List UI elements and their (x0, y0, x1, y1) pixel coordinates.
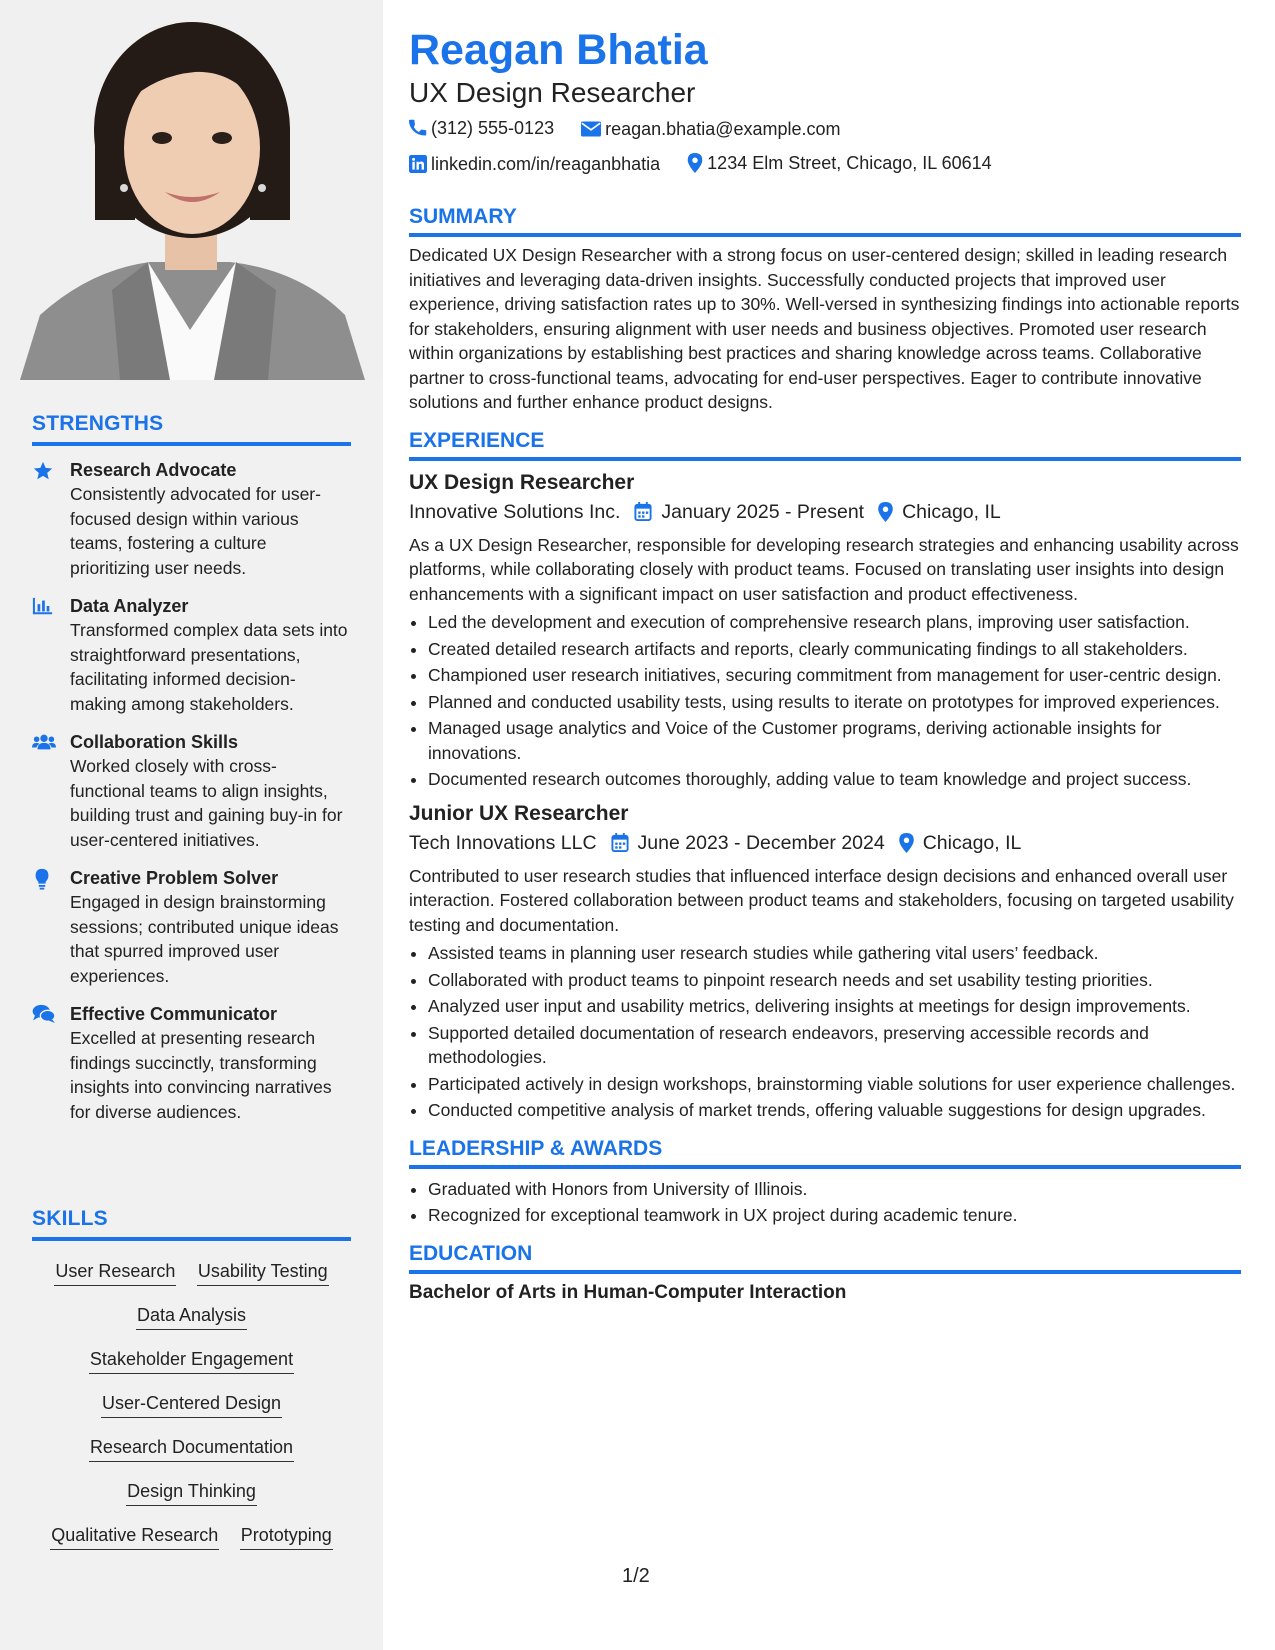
candidate-role: UX Design Researcher (409, 77, 696, 108)
skill-tag: User Research (54, 1259, 176, 1286)
sidebar (0, 0, 383, 1650)
strength-item (32, 1002, 351, 1124)
job-bullet: • Supported detailed documentation of research endeavors, preserving accessible records and methodologies. (428, 1021, 1241, 1070)
linkedin-contact[interactable] (409, 148, 660, 180)
job-description: As a UX Design Researcher, responsible for developing research strategies and enhancing usability across platforms, while collaborating closely with product teams. Focused on translating user insights into design enhancements with a significant impact on user satisfaction and product effectiveness. (409, 534, 1239, 604)
skills-list (32, 1259, 351, 1550)
job-dates (611, 828, 885, 858)
strength-text: Excelled at presenting research findings succinctly, transforming insights into convincing narratives for diverse audiences. (70, 1028, 332, 1122)
job-dates-text: January 2025 - Present (661, 500, 865, 523)
summary-text: Dedicated UX Design Researcher with a strong focus on user-centered design; skilled in leading research initiatives and leveraging data-driven insights. Successfully conducted projects that improved user experience, driving satisfaction rates up to 30%. Well-versed in synthesizing findings into actionable reports for stakeholders, ensuring alignment with user needs and business objectives. Promoted user research within organizations by establishing best practices and sharing knowledge across teams. Collaborative partner to cross-functional teams, advocating for end-user perspectives. Eager to contribute innovative solutions and further enhance product designs. (409, 245, 1240, 412)
strength-item (32, 730, 351, 852)
job-entry (409, 469, 1241, 792)
job-company: Tech Innovations LLC (409, 831, 597, 854)
email-contact[interactable] (581, 113, 840, 145)
job-bullets (409, 941, 1241, 1123)
job-dates (634, 497, 864, 527)
phone-text: (312) 555-0123 (431, 118, 555, 138)
job-location-text: Chicago, IL (922, 831, 1022, 854)
skills-section (32, 1207, 351, 1567)
skill-tag: Data Analysis (136, 1303, 247, 1330)
strength-title: Research Advocate (70, 460, 237, 480)
strength-text: Consistently advocated for user-focused design within various teams, fostering a culture prioritizing user needs. (70, 484, 321, 578)
strength-title: Collaboration Skills (70, 732, 239, 752)
experience-title: EXPERIENCE (409, 429, 1241, 461)
users-icon (32, 732, 56, 754)
education-section (409, 1242, 1241, 1304)
education-degree: Bachelor of Arts in Human-Computer Interaction (409, 1281, 847, 1303)
leadership-item: • Graduated with Honors from University of Illinois. (428, 1177, 1241, 1202)
job-bullet: • Created detailed research artifacts and reports, clearly communicating findings to all stakeholders. (428, 637, 1241, 662)
job-bullet: • Planned and conducted usability tests, using results to iterate on prototypes for improved experiences. (428, 690, 1241, 715)
strength-item (32, 594, 351, 716)
leadership-section (409, 1137, 1241, 1228)
calendar-icon (634, 502, 652, 521)
phone-icon (409, 119, 427, 137)
job-bullet: • Championed user research initiatives, securing commitment from management for user-centric design. (428, 663, 1241, 688)
summary-title: SUMMARY (409, 205, 1241, 237)
leadership-title: LEADERSHIP & AWARDS (409, 1137, 1241, 1169)
job-bullet: • Conducted competitive analysis of market trends, offering valuable suggestions for design upgrades. (428, 1098, 1241, 1123)
skills-title: SKILLS (32, 1207, 351, 1241)
strength-title: Data Analyzer (70, 596, 189, 616)
job-entry (409, 800, 1241, 1123)
main-content (409, 0, 1241, 1304)
strength-title: Effective Communicator (70, 1004, 278, 1024)
job-location (878, 497, 1001, 527)
star-icon (32, 460, 56, 482)
bar-chart-icon (32, 596, 56, 618)
contact-info (409, 112, 1241, 183)
skill-tag: Usability Testing (197, 1259, 329, 1286)
job-bullet: • Led the development and execution of comprehensive research plans, improving user satisfaction. (428, 610, 1241, 635)
comments-icon (32, 1004, 56, 1026)
skill-tag: Qualitative Research (50, 1523, 219, 1550)
experience-section (409, 429, 1241, 1123)
job-meta (409, 828, 1241, 858)
address-contact (687, 147, 992, 179)
envelope-icon (581, 121, 601, 137)
linkedin-text: linkedin.com/in/reaganbhatia (431, 154, 661, 174)
page-number: 1/2 (622, 1565, 650, 1587)
map-pin-icon (899, 833, 914, 853)
linkedin-icon (409, 155, 427, 173)
skill-tag: Design Thinking (126, 1479, 257, 1506)
strengths-section (32, 412, 351, 1124)
phone-contact[interactable] (409, 112, 554, 144)
job-location (899, 828, 1022, 858)
map-pin-icon (687, 153, 703, 173)
job-bullet: • Participated actively in design workshops, brainstorming viable solutions for user experience challenges. (428, 1072, 1241, 1097)
job-description: Contributed to user research studies that influenced interface design decisions and enhanced overall user interaction. Fostered collaboration between product teams and stakeholders, focusing on targeted usability testing and documentation. (409, 865, 1234, 935)
profile-photo (0, 0, 383, 380)
calendar-icon (611, 833, 629, 852)
job-title: UX Design Researcher (409, 470, 635, 494)
job-company: Innovative Solutions Inc. (409, 500, 621, 523)
candidate-name: Reagan Bhatia (409, 26, 708, 74)
education-title: EDUCATION (409, 1242, 1241, 1274)
strengths-title: STRENGTHS (32, 412, 351, 446)
map-pin-icon (878, 502, 893, 522)
strength-text: Engaged in design brainstorming sessions; contributed unique ideas that spurred improved user experiences. (70, 892, 339, 986)
job-bullet: • Documented research outcomes thoroughly, adding value to team knowledge and project success. (428, 767, 1241, 792)
strength-title: Creative Problem Solver (70, 868, 279, 888)
leadership-item: • Recognized for exceptional teamwork in UX project during academic tenure. (428, 1203, 1241, 1228)
job-bullet: • Assisted teams in planning user research studies while gathering vital users’ feedback. (428, 941, 1241, 966)
strength-item (32, 866, 351, 988)
skill-tag: Research Documentation (89, 1435, 294, 1462)
job-dates-text: June 2023 - December 2024 (637, 831, 885, 854)
strength-text: Worked closely with cross-functional teams to align insights, building trust and gaining buy-in for user-centered initiatives. (70, 756, 343, 850)
job-bullet: • Managed usage analytics and Voice of the Customer programs, deriving actionable insights for innovations. (428, 716, 1241, 765)
leadership-list (409, 1177, 1241, 1228)
job-bullet: • Analyzed user input and usability metrics, delivering insights at meetings for design improvements. (428, 994, 1241, 1019)
lightbulb-icon (32, 868, 56, 890)
strength-item (32, 458, 351, 580)
job-title: Junior UX Researcher (409, 801, 629, 825)
address-text: 1234 Elm Street, Chicago, IL 60614 (707, 153, 992, 173)
email-text: reagan.bhatia@example.com (605, 119, 841, 139)
job-bullets (409, 610, 1241, 792)
job-bullet: • Collaborated with product teams to pinpoint research needs and set usability testing priorities. (428, 968, 1241, 993)
skill-tag: Prototyping (240, 1523, 333, 1550)
summary-section (409, 205, 1241, 415)
skill-tag: Stakeholder Engagement (89, 1347, 294, 1374)
job-location-text: Chicago, IL (902, 500, 1001, 523)
job-meta (409, 497, 1241, 527)
skill-tag: User-Centered Design (101, 1391, 282, 1418)
strength-text: Transformed complex data sets into straightforward presentations, facilitating informed decision-making among stakeholders. (70, 620, 348, 714)
